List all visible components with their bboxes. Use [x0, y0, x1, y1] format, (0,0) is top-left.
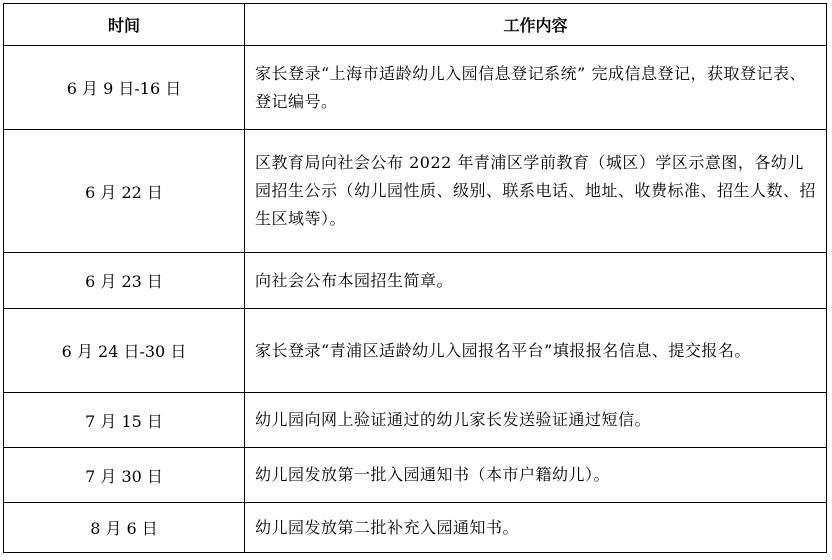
table-row [4, 130, 827, 253]
work-content-cell: 区教育局向社会公布 2022 年青浦区学前教育（城区）学区示意图，各幼儿园招生公示（幼儿园性质、级别、联系电话、地址、收费标准、招生人数、招生区域等）。 [245, 130, 827, 253]
table-row [4, 46, 827, 130]
time-cell: 6 月 9 日-16 日 [4, 46, 245, 130]
work-content-cell: 幼儿园发放第二批补充入园通知书。 [245, 503, 827, 553]
table-row [4, 253, 827, 309]
time-cell: 6 月 24 日-30 日 [4, 309, 245, 393]
work-content-cell: 幼儿园向网上验证通过的幼儿家长发送验证通过短信。 [245, 393, 827, 448]
time-cell: 8 月 6 日 [4, 503, 245, 553]
header-time: 时间 [4, 4, 245, 46]
time-cell: 6 月 23 日 [4, 253, 245, 309]
time-cell: 7 月 30 日 [4, 448, 245, 503]
table-header-row [4, 4, 827, 46]
table-row [4, 448, 827, 503]
time-cell: 6 月 22 日 [4, 130, 245, 253]
time-cell: 7 月 15 日 [4, 393, 245, 448]
table-row [4, 309, 827, 393]
header-work-content: 工作内容 [245, 4, 827, 46]
table-row [4, 503, 827, 553]
work-content-cell: 家长登录“上海市适龄幼儿入园信息登记系统” 完成信息登记，获取登记表、登记编号。 [245, 46, 827, 130]
work-content-cell: 向社会公布本园招生简章。 [245, 253, 827, 309]
enrollment-schedule-table [3, 3, 827, 553]
work-content-cell: 幼儿园发放第一批入园通知书（本市户籍幼儿）。 [245, 448, 827, 503]
work-content-cell: 家长登录“青浦区适龄幼儿入园报名平台”填报报名信息、提交报名。 [245, 309, 827, 393]
table-row [4, 393, 827, 448]
